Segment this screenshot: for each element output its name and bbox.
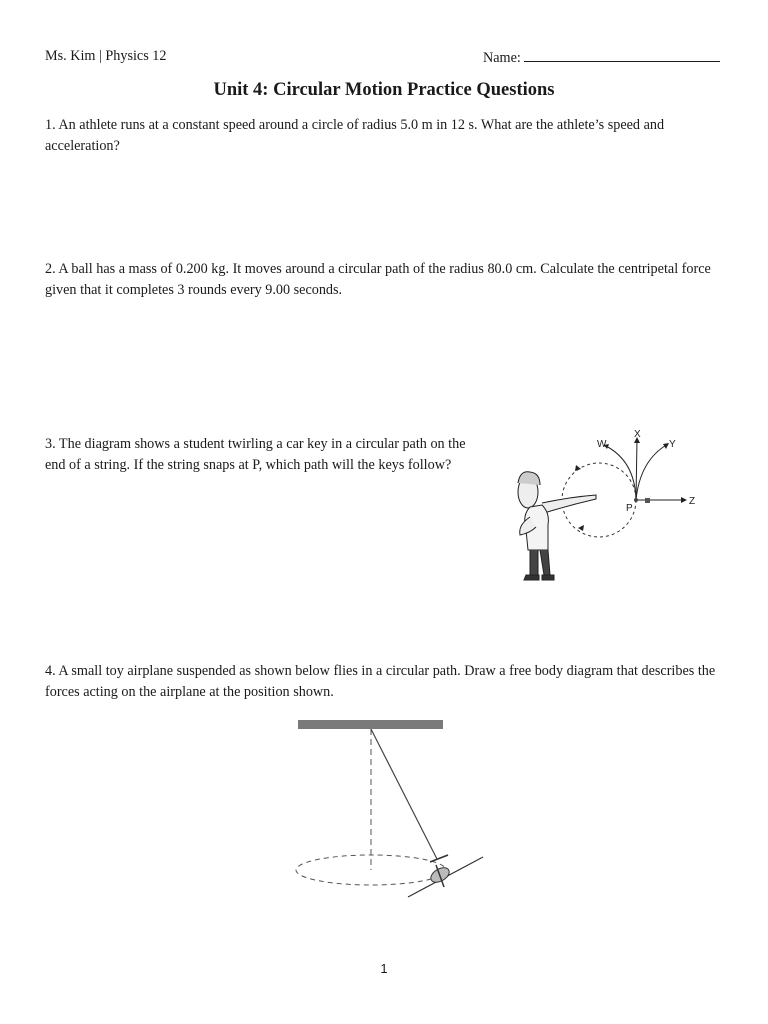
question-2: 2. A ball has a mass of 0.200 kg. It moves around a circular path of the radius 80.0 cm. Calculate the centripetal force given that it completes 3 rounds every 9.00 seconds. (45, 261, 711, 298)
label-y: Y (669, 439, 676, 450)
airplane-diagram (290, 715, 490, 905)
toy-airplane-icon (408, 855, 483, 897)
path-w (604, 445, 636, 500)
ceiling-support (298, 720, 443, 729)
key-twirl-diagram (500, 425, 720, 590)
name-label: Name: (483, 50, 521, 66)
label-p: P (626, 503, 633, 514)
path-y (636, 444, 668, 500)
page-title: Unit 4: Circular Motion Practice Questions (213, 80, 555, 100)
label-w: W (597, 439, 607, 450)
name-field (483, 46, 720, 69)
path-arrow-bottom (578, 525, 584, 531)
path-z-arrow (681, 497, 687, 503)
question-1: 1. An athlete runs at a constant speed around a circle of radius 5.0 m in 12 s. What are the athlete’s speed and acceleration? (45, 117, 665, 154)
student-figure-icon (518, 472, 596, 580)
point-p (634, 498, 638, 502)
teacher-course-label: Ms. Kim | Physics 12 (45, 48, 167, 64)
question-3: 3. The diagram shows a student twirling a car key in a circular path on the end of a string. If the string snaps at P, which path will the keys follow? (45, 436, 466, 473)
page-number: 1 (380, 961, 388, 976)
label-z: Z (689, 496, 696, 507)
question-4: 4. A small toy airplane suspended as shown below flies in a circular path. Draw a free body diagram that describes the forces acting on the airplane at the position shown. (45, 663, 716, 700)
label-x: X (634, 429, 641, 440)
suspension-string (371, 729, 437, 859)
key-icon (645, 498, 650, 503)
name-blank-line (524, 46, 720, 62)
